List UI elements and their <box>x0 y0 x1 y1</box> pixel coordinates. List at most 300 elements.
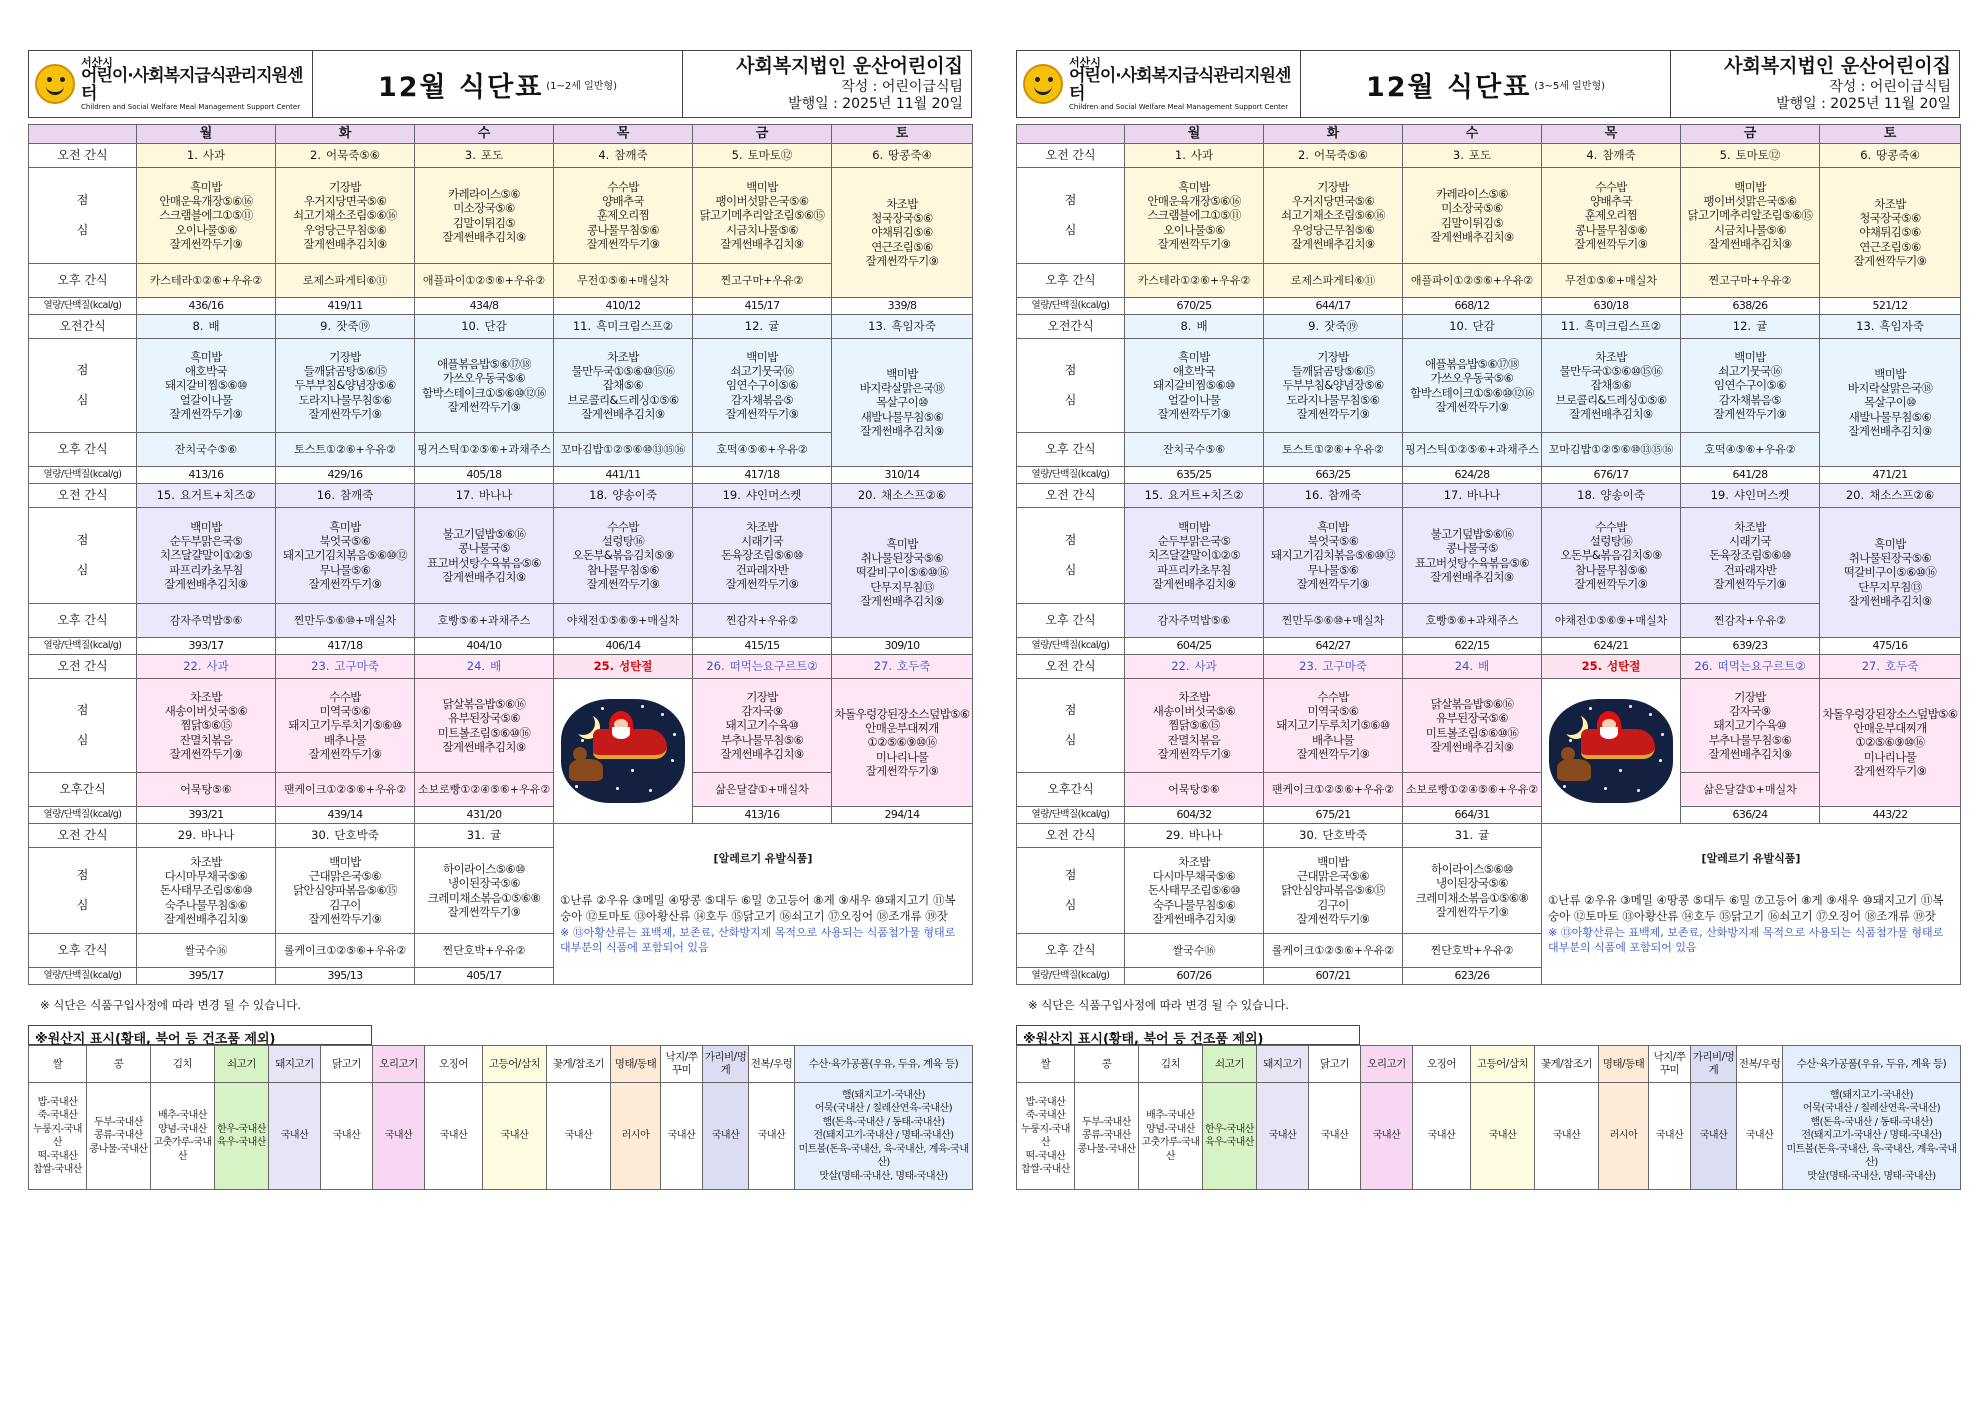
kcal-cell: 668/12 <box>1403 298 1542 315</box>
kcal-cell: 431/20 <box>415 807 554 824</box>
date-number: 26. <box>1694 659 1713 674</box>
date-number: 29. <box>1165 828 1184 843</box>
am-snack-cell <box>415 315 554 339</box>
am-snack-cell <box>1681 655 1820 679</box>
menu-subtitle: (3~5세 일반형) <box>1534 80 1606 92</box>
date-number: 30. <box>1299 828 1318 843</box>
am-snack-row <box>29 315 973 339</box>
date-number: 1. <box>1174 148 1186 163</box>
lunch-cell: 흑미밥 취나물된장국⑤⑥ 떡갈비구이⑤⑥⑩⑯ 단무지무침⑬ 잘게썬배추김치⑨ <box>832 508 973 638</box>
pm-snack-cell: 감자주먹밥⑤⑥ <box>1125 604 1264 638</box>
lunch-cell: 백미밥 바지락살맑은국⑱ 목살구이⑩ 새발나물무침⑤⑥ 잘게썬배추김치⑨ <box>832 339 973 467</box>
pm-snack-cell: 쌀국수⑯ <box>137 934 276 968</box>
date-number: 31. <box>1454 828 1474 843</box>
origin-head-cell: 명태/동태 <box>611 1046 661 1083</box>
date-number: 6. <box>872 148 884 163</box>
am-snack-cell <box>832 315 973 339</box>
kcal-cell: 415/17 <box>693 298 832 315</box>
kcal-cell: 475/16 <box>1820 638 1961 655</box>
am-snack-cell <box>276 655 415 679</box>
am-snack-cell <box>832 655 973 679</box>
lunch-cell: 백미밥 팽이버섯맑은국⑤⑥ 닭고기메추리알조림⑤⑥⑮ 시금치나물⑤⑥ 잘게썬배추김치⑨ <box>693 168 832 264</box>
am-snack-row <box>29 655 973 679</box>
am-snack-cell <box>554 315 693 339</box>
origin-head-cell: 김치 <box>1139 1046 1203 1083</box>
date-number: 22. <box>1171 659 1190 674</box>
origin-head-cell: 쌀 <box>1017 1046 1075 1083</box>
day-header: 금 <box>1681 125 1820 144</box>
origin-value-cell: 한우-국내산 육우-국내산 <box>1203 1083 1257 1190</box>
origin-head-cell: 고등어/삼치 <box>483 1046 547 1083</box>
lunch-cell: 차조밥 시래기국 돈육장조림⑤⑥⑩ 건파래자반 잘게썬깍두기⑨ <box>1681 508 1820 604</box>
christmas-cell <box>1542 679 1681 824</box>
kcal-cell: 639/23 <box>1681 638 1820 655</box>
pm-snack-cell: 호떡④⑤⑥+우유② <box>693 433 832 467</box>
date-number: 25. <box>593 659 615 674</box>
menu-title-cell <box>1301 51 1671 117</box>
pm-snack-row <box>29 264 973 298</box>
allergy-info-cell <box>554 824 973 985</box>
lunch-cell: 흑미밥 취나물된장국⑤⑥ 떡갈비구이⑤⑥⑩⑯ 단무지무침⑬ 잘게썬배추김치⑨ <box>1820 508 1961 638</box>
snack-item: 땅콩죽④ <box>888 148 932 163</box>
date-number: 23. <box>311 659 330 674</box>
lunch-label: 점 심 <box>1017 679 1125 773</box>
am-snack-row <box>29 144 973 168</box>
am-snack-cell <box>276 315 415 339</box>
lunch-cell: 흑미밥 애호박국 돼지갈비찜⑤⑥⑩ 얼갈이나물 잘게썬깍두기⑨ <box>137 339 276 433</box>
origin-head-cell: 가리비/멍게 <box>1691 1046 1737 1083</box>
snack-item: 단호박죽 <box>334 828 379 843</box>
origin-value-cell: 국내산 <box>269 1083 321 1190</box>
origin-head-cell: 꽃게/참조기 <box>1535 1046 1599 1083</box>
snack-item: 고구마죽 <box>334 659 379 674</box>
lunch-cell: 차조밥 다시마무채국⑤⑥ 돈사태무조림⑤⑥⑩ 숙주나물무침⑤⑥ 잘게썬배추김치⑨ <box>137 848 276 934</box>
kcal-cell: 604/32 <box>1125 807 1264 824</box>
lunch-cell: 백미밥 순두부맑은국⑤ 치즈달걀말이①②⑤ 파프리카초무침 잘게썬배추김치⑨ <box>1125 508 1264 604</box>
lunch-cell: 기장밥 감자국⑨ 돼지고기수육⑩ 부추나물무침⑤⑥ 잘게썬배추김치⑨ <box>1681 679 1820 773</box>
am-snack-row <box>29 824 973 848</box>
origin-value-cell: 국내산 <box>1257 1083 1309 1190</box>
kcal-cell: 393/17 <box>137 638 276 655</box>
allergy-list: ①난류 ②우유 ③메밀 ④땅콩 ⑤대두 ⑥밀 ⑦고등어 ⑧게 ⑨새우 ⑩돼지고기 ⑪복숭아 ⑫토마토 ⑬아황산류 ⑭호두 ⑮닭고기 ⑯쇠고기 ⑰오징어 ⑱조개류 ⑲잣 <box>1548 893 1944 923</box>
lunch-cell: 하이라이스⑤⑥⑩ 냉이된장국⑤⑥ 크레미채소볶음①⑤⑥⑧ 잘게썬깍두기⑨ <box>1403 848 1542 934</box>
pm-snack-label: 오후 간식 <box>29 264 137 298</box>
am-snack-cell <box>1403 655 1542 679</box>
kcal-cell: 642/27 <box>1264 638 1403 655</box>
pm-snack-cell: 삶은달걀①+매실차 <box>693 773 832 807</box>
lunch-cell: 수수밥 미역국⑤⑥ 돼지고기두루치기⑤⑥⑩ 배추나물 잘게썬깍두기⑨ <box>1264 679 1403 773</box>
pm-snack-cell: 팬케이크①②⑤⑥+우유② <box>276 773 415 807</box>
origin-head-cell: 쇠고기 <box>1203 1046 1257 1083</box>
kcal-cell: 607/26 <box>1125 968 1264 985</box>
date-number: 11. <box>1560 319 1580 334</box>
origin-head-cell: 전복/우렁 <box>1737 1046 1783 1083</box>
origin-head-cell: 오징어 <box>1413 1046 1471 1083</box>
lunch-row <box>29 168 973 264</box>
lunch-row <box>1017 508 1961 604</box>
pm-snack-row <box>1017 773 1961 807</box>
lunch-cell: 닭살볶음밥⑤⑥⑯ 유부된장국⑤⑥ 미트볼조림⑤⑥⑩⑯ 잘게썬배추김치⑨ <box>1403 679 1542 773</box>
lunch-row <box>1017 168 1961 264</box>
kcal-cell: 429/16 <box>276 467 415 484</box>
pm-snack-row <box>1017 433 1961 467</box>
lunch-cell: 기장밥 들깨닭곰탕⑤⑥⑮ 두부부침&양념장⑤⑥ 도라지나물무침⑤⑥ 잘게썬깍두기⑨ <box>276 339 415 433</box>
origin-value-cell: 배추-국내산 양념-국내산 고춧가루-국내산 <box>1139 1083 1203 1190</box>
kcal-label: 열량/단백질(kcal/g) <box>1017 807 1125 824</box>
am-snack-cell <box>1264 655 1403 679</box>
am-snack-cell <box>832 144 973 168</box>
kcal-cell: 413/16 <box>693 807 832 824</box>
kcal-cell: 434/8 <box>415 298 554 315</box>
day-header: 금 <box>693 125 832 144</box>
lunch-cell: 차조밥 청국장국⑤⑥ 야채튀김⑤⑥ 연근조림⑤⑥ 잘게썬깍두기⑨ <box>1820 168 1961 298</box>
snack-item: 성탄절 <box>1607 659 1641 674</box>
origin-head-cell: 전복/우렁 <box>749 1046 795 1083</box>
lunch-cell: 애플볶음밥⑤⑥⑰⑱ 가쓰오우동국⑤⑥ 함박스테이크①⑤⑥⑩⑫⑯ 잘게썬깍두기⑨ <box>415 339 554 433</box>
date-number: 9. <box>1308 319 1320 334</box>
kcal-cell: 635/25 <box>1125 467 1264 484</box>
kcal-cell: 624/28 <box>1403 467 1542 484</box>
snack-item: 토마토⑫ <box>747 148 793 163</box>
lunch-cell: 백미밥 근대맑은국⑤⑥ 닭안심양파볶음⑤⑥⑮ 김구이 잘게썬깍두기⑨ <box>276 848 415 934</box>
origin-head-cell: 쇠고기 <box>215 1046 269 1083</box>
date-number: 5. <box>731 148 743 163</box>
am-snack-cell <box>1681 484 1820 508</box>
origin-value-cell: 두부-국내산 콩류-국내산 콩나물-국내산 <box>87 1083 151 1190</box>
am-snack-label: 오전 간식 <box>1017 144 1125 168</box>
lunch-cell: 기장밥 들깨닭곰탕⑤⑥⑮ 두부부침&양념장⑤⑥ 도라지나물무침⑤⑥ 잘게썬깍두기⑨ <box>1264 339 1403 433</box>
logo-en: Children and Social Welfare Meal Management Support Center <box>1069 102 1289 111</box>
kcal-cell: 419/11 <box>276 298 415 315</box>
am-snack-cell <box>137 315 276 339</box>
date-number: 2. <box>1298 148 1310 163</box>
kcal-cell: 413/16 <box>137 467 276 484</box>
origin-value-cell: 국내산 <box>321 1083 373 1190</box>
kcal-row <box>29 638 973 655</box>
pm-snack-cell: 핑거스틱①②⑤⑥+과채주스 <box>415 433 554 467</box>
pm-snack-cell: 로제스파게티⑥⑪ <box>1264 264 1403 298</box>
pm-snack-row <box>29 433 973 467</box>
snack-item: 단감 <box>484 319 507 334</box>
date-number: 18. <box>589 488 608 503</box>
am-snack-cell <box>1403 824 1542 848</box>
menu-page-toddler <box>28 50 972 1190</box>
logo-top: 서산시 <box>81 55 113 69</box>
am-snack-cell <box>1542 484 1681 508</box>
day-header: 화 <box>1264 125 1403 144</box>
kcal-cell: 630/18 <box>1542 298 1681 315</box>
logo-name: 어린이·사회복지급식관리지원센터 <box>1069 66 1291 105</box>
origin-value-cell: 국내산 <box>547 1083 611 1190</box>
origin-value-cell: 국내산 <box>483 1083 547 1190</box>
pm-snack-cell: 무전①⑤⑥+매실차 <box>1542 264 1681 298</box>
origin-value-cell: 국내산 <box>1413 1083 1471 1190</box>
am-snack-row <box>1017 315 1961 339</box>
kcal-cell: 417/18 <box>693 467 832 484</box>
snack-item: 샤인머스켓 <box>1733 488 1790 503</box>
snack-item: 배 <box>490 659 502 674</box>
am-snack-label: 오전 간식 <box>29 655 137 679</box>
am-snack-cell <box>1542 315 1681 339</box>
am-snack-cell <box>1403 144 1542 168</box>
org-name: 사회복지법인 운산어린이집 <box>1724 55 1951 77</box>
lunch-label: 점 심 <box>29 339 137 433</box>
date-number: 24. <box>1454 659 1474 674</box>
date-number: 25. <box>1581 659 1603 674</box>
pm-snack-cell: 롤케이크①②⑤⑥+우유② <box>1264 934 1403 968</box>
pm-snack-cell: 토스트①②⑥+우유② <box>1264 433 1403 467</box>
origin-head-cell: 돼지고기 <box>1257 1046 1309 1083</box>
lunch-cell: 백미밥 순두부맑은국⑤ 치즈달걀말이①②⑤ 파프리카초무침 잘게썬배추김치⑨ <box>137 508 276 604</box>
pm-snack-label: 오후 간식 <box>1017 604 1125 638</box>
pm-snack-cell: 잔치국수⑤⑥ <box>1125 433 1264 467</box>
snack-item: 땅콩죽④ <box>1876 148 1920 163</box>
am-snack-label: 오전간식 <box>29 315 137 339</box>
am-snack-cell <box>276 824 415 848</box>
snack-item: 귤 <box>1478 828 1490 843</box>
kcal-cell: 294/14 <box>832 807 973 824</box>
org-name: 사회복지법인 운산어린이집 <box>736 55 963 77</box>
date-number: 31. <box>466 828 486 843</box>
pm-snack-cell: 찐감자+우유② <box>693 604 832 638</box>
writer: 작성 : 어린이급식팀 <box>841 78 963 95</box>
pm-snack-cell: 꼬마김밥①②⑤⑥⑩⑬⑮⑯ <box>554 433 693 467</box>
pm-snack-cell: 카스테라①②⑥+우유② <box>1125 264 1264 298</box>
kcal-row <box>1017 638 1961 655</box>
snack-item: 호두죽 <box>896 659 931 674</box>
snack-item: 참깨죽 <box>614 148 648 163</box>
pm-snack-cell: 호빵⑤⑥+과채주스 <box>1403 604 1542 638</box>
lunch-cell: 차돌우렁강된장소스덮밥⑤⑥ 안매운부대찌개 ①②⑤⑥⑨⑩⑯ 미나리나물 잘게썬깍두기⑨ <box>832 679 973 807</box>
am-snack-row <box>1017 655 1961 679</box>
date-number: 18. <box>1577 488 1596 503</box>
pm-snack-cell: 찐만두⑤⑥⑩+매실차 <box>1264 604 1403 638</box>
origin-head-cell: 명태/동태 <box>1599 1046 1649 1083</box>
snack-item: 떠먹는요구르트② <box>729 659 818 674</box>
kcal-cell: 310/14 <box>832 467 973 484</box>
logo-name: 어린이·사회복지급식관리지원센터 <box>81 66 303 105</box>
snack-item: 어묵죽⑤⑥ <box>326 148 380 163</box>
snack-item: 포도 <box>1468 148 1492 163</box>
snack-item: 바나나 <box>478 488 513 503</box>
date-number: 27. <box>873 659 892 674</box>
origin-head-cell: 고등어/삼치 <box>1471 1046 1535 1083</box>
snack-item: 잣죽⑲ <box>336 319 370 334</box>
am-snack-label: 오전 간식 <box>29 144 137 168</box>
date-number: 11. <box>572 319 592 334</box>
kcal-cell: 623/26 <box>1403 968 1542 985</box>
kcal-cell: 644/17 <box>1264 298 1403 315</box>
origin-head-cell: 콩 <box>1075 1046 1139 1083</box>
origin-value-cell: 국내산 <box>1309 1083 1361 1190</box>
date-number: 3. <box>1452 148 1464 163</box>
am-snack-cell <box>276 484 415 508</box>
origin-value-cell: 밥-국내산 죽-국내산 누룽지-국내산 떡-국내산 찹쌀-국내산 <box>29 1083 87 1190</box>
origin-head-cell: 닭고기 <box>1309 1046 1361 1083</box>
kcal-cell: 441/11 <box>554 467 693 484</box>
snack-item: 성탄절 <box>619 659 653 674</box>
am-snack-cell <box>1681 315 1820 339</box>
writer: 작성 : 어린이급식팀 <box>1829 78 1951 95</box>
kcal-cell: 339/8 <box>832 298 973 315</box>
menu-title: 12월 식단표 <box>377 71 544 103</box>
pm-snack-cell: 롤케이크①②⑤⑥+우유② <box>276 934 415 968</box>
snack-item: 참깨죽 <box>1602 148 1636 163</box>
lunch-cell: 차조밥 시래기국 돈육장조림⑤⑥⑩ 건파래자반 잘게썬깍두기⑨ <box>693 508 832 604</box>
pm-snack-cell: 감자주먹밥⑤⑥ <box>137 604 276 638</box>
origin-head-cell: 돼지고기 <box>269 1046 321 1083</box>
date-number: 3. <box>464 148 476 163</box>
origin-head-cell: 오리고기 <box>1361 1046 1413 1083</box>
pm-snack-cell: 삶은달걀①+매실차 <box>1681 773 1820 807</box>
page-header <box>28 50 972 118</box>
am-snack-row <box>1017 484 1961 508</box>
date-number: 17. <box>455 488 474 503</box>
lunch-cell: 백미밥 바지락살맑은국⑱ 목살구이⑩ 새발나물무침⑤⑥ 잘게썬배추김치⑨ <box>1820 339 1961 467</box>
origin-value-cell: 햄(돼지고기-국내산) 어묵(국내산 / 칠레산연육-국내산) 햄(돈육-국내산 / 동태-국내산) 전(돼지고기-국내산 / 명태-국내산) 미트볼(돈육-국내산, 육-국내산, 계육-국내산) 맛살(명태-국내산, 명태-국내산) <box>1783 1083 1961 1190</box>
lunch-label: 점 심 <box>29 848 137 934</box>
date-number: 8. <box>192 319 204 334</box>
date-number: 20. <box>1845 488 1865 503</box>
pm-snack-cell: 야채전①⑤⑥⑨+매실차 <box>1542 604 1681 638</box>
lunch-cell: 차조밥 청국장국⑤⑥ 야채튀김⑤⑥ 연근조림⑤⑥ 잘게썬깍두기⑨ <box>832 168 973 298</box>
kcal-cell: 607/21 <box>1264 968 1403 985</box>
lunch-row <box>29 508 973 604</box>
kcal-cell: 415/15 <box>693 638 832 655</box>
day-header: 목 <box>1542 125 1681 144</box>
origin-head-cell: 오리고기 <box>373 1046 425 1083</box>
kcal-row <box>1017 467 1961 484</box>
lunch-label: 점 심 <box>29 679 137 773</box>
snack-item: 포도 <box>480 148 504 163</box>
date-number: 23. <box>1299 659 1318 674</box>
origin-value-cell: 국내산 <box>1649 1083 1691 1190</box>
logo-en: Children and Social Welfare Meal Management Support Center <box>81 102 301 111</box>
date-number: 26. <box>706 659 725 674</box>
pm-snack-cell: 쌀국수⑯ <box>1125 934 1264 968</box>
origin-table <box>28 1045 973 1190</box>
pm-snack-cell: 호빵⑤⑥+과채주스 <box>415 604 554 638</box>
snack-item: 귤 <box>768 319 780 334</box>
publish-date: 발행일 : 2025년 11월 20일 <box>1776 96 1951 113</box>
pm-snack-row <box>1017 264 1961 298</box>
snack-item: 배 <box>1196 319 1208 334</box>
pm-snack-cell: 애플파이①②⑤⑥+우유② <box>415 264 554 298</box>
lunch-cell: 백미밥 쇠고기뭇국⑯ 임연수구이⑤⑥ 감자채볶음⑤ 잘게썬깍두기⑨ <box>1681 339 1820 433</box>
day-header: 토 <box>832 125 973 144</box>
pm-snack-cell: 잔치국수⑤⑥ <box>137 433 276 467</box>
snack-item: 사과 <box>1190 148 1214 163</box>
pm-snack-cell: 찐만두⑤⑥⑩+매실차 <box>276 604 415 638</box>
santa-sleigh-illustration <box>1549 699 1673 803</box>
date-number: 10. <box>461 319 480 334</box>
pm-snack-cell: 팬케이크①②⑤⑥+우유② <box>1264 773 1403 807</box>
lunch-cell: 차조밥 다시마무채국⑤⑥ 돈사태무조림⑤⑥⑩ 숙주나물무침⑤⑥ 잘게썬배추김치⑨ <box>1125 848 1264 934</box>
lunch-cell: 흑미밥 북엇국⑤⑥ 돼지고기김치볶음⑤⑥⑩⑫ 무나물⑤⑥ 잘게썬깍두기⑨ <box>276 508 415 604</box>
kcal-cell: 624/21 <box>1542 638 1681 655</box>
am-snack-cell <box>1264 315 1403 339</box>
kcal-cell: 405/17 <box>415 968 554 985</box>
kcal-label: 열량/단백질(kcal/g) <box>29 298 137 315</box>
am-snack-cell <box>1542 655 1681 679</box>
snack-item: 사과 <box>1194 659 1217 674</box>
origin-value-cell: 밥-국내산 죽-국내산 누룽지-국내산 떡-국내산 찹쌀-국내산 <box>1017 1083 1075 1190</box>
snack-item: 단감 <box>1472 319 1495 334</box>
kcal-row <box>1017 298 1961 315</box>
date-number: 24. <box>466 659 486 674</box>
date-number: 4. <box>598 148 610 163</box>
lunch-label: 점 심 <box>29 508 137 604</box>
kcal-label: 열량/단백질(kcal/g) <box>29 638 137 655</box>
am-snack-cell <box>1542 144 1681 168</box>
date-number: 13. <box>868 319 887 334</box>
lunch-cell: 수수밥 설렁탕⑯ 오돈부&볶음김치⑤⑨ 참나물무침⑤⑥ 잘게썬깍두기⑨ <box>554 508 693 604</box>
origin-head-cell: 오징어 <box>425 1046 483 1083</box>
kcal-cell: 439/14 <box>276 807 415 824</box>
origin-value-cell: 국내산 <box>661 1083 703 1190</box>
snack-item: 바나나 <box>200 828 235 843</box>
pm-snack-cell: 무전①⑤⑥+매실차 <box>554 264 693 298</box>
lunch-cell: 차돌우렁강된장소스덮밥⑤⑥ 안매운부대찌개 ①②⑤⑥⑨⑩⑯ 미나리나물 잘게썬깍두기⑨ <box>1820 679 1961 807</box>
snack-item: 사과 <box>202 148 226 163</box>
origin-value-row <box>1017 1083 1961 1190</box>
origin-value-cell: 국내산 <box>425 1083 483 1190</box>
snack-item: 사과 <box>206 659 229 674</box>
publisher-info <box>683 51 971 117</box>
date-number: 9. <box>320 319 332 334</box>
am-snack-label: 오전 간식 <box>1017 655 1125 679</box>
am-snack-cell <box>1125 655 1264 679</box>
origin-value-cell: 국내산 <box>1361 1083 1413 1190</box>
date-number: 10. <box>1449 319 1468 334</box>
lunch-cell: 흑미밥 북엇국⑤⑥ 돼지고기김치볶음⑤⑥⑩⑫ 무나물⑤⑥ 잘게썬깍두기⑨ <box>1264 508 1403 604</box>
date-number: 4. <box>1586 148 1598 163</box>
am-snack-cell <box>1125 484 1264 508</box>
date-number: 15. <box>1144 488 1163 503</box>
snack-item: 채소스프②⑥ <box>881 488 947 503</box>
am-snack-cell <box>276 144 415 168</box>
am-snack-cell <box>415 824 554 848</box>
publish-date: 발행일 : 2025년 11월 20일 <box>788 96 963 113</box>
am-snack-row <box>1017 824 1961 848</box>
origin-value-cell: 한우-국내산 육우-국내산 <box>215 1083 269 1190</box>
kcal-label: 열량/단백질(kcal/g) <box>1017 968 1125 985</box>
date-number: 6. <box>1860 148 1872 163</box>
am-snack-cell <box>1264 144 1403 168</box>
lunch-label: 점 심 <box>1017 168 1125 264</box>
lunch-cell: 카레라이스⑤⑥ 미소장국⑤⑥ 김말이튀김⑤ 잘게썬배추김치⑨ <box>415 168 554 264</box>
kcal-label: 열량/단백질(kcal/g) <box>1017 298 1125 315</box>
am-snack-cell <box>554 655 693 679</box>
date-number: 1. <box>186 148 198 163</box>
snack-item: 떠먹는요구르트② <box>1717 659 1806 674</box>
am-snack-cell <box>137 824 276 848</box>
day-header-row <box>29 125 973 144</box>
pm-snack-cell: 찐고구마+우유② <box>1681 264 1820 298</box>
date-number: 12. <box>744 319 764 334</box>
am-snack-cell <box>1681 144 1820 168</box>
pm-snack-cell: 찐고구마+우유② <box>693 264 832 298</box>
kcal-cell: 405/18 <box>415 467 554 484</box>
day-header: 월 <box>137 125 276 144</box>
date-number: 19. <box>1710 488 1729 503</box>
am-snack-cell <box>415 484 554 508</box>
lunch-label: 점 심 <box>1017 508 1125 604</box>
pm-snack-cell: 소보로빵①②④⑤⑥+우유② <box>415 773 554 807</box>
origin-head-cell: 닭고기 <box>321 1046 373 1083</box>
lunch-label: 점 심 <box>1017 339 1125 433</box>
date-number: 29. <box>177 828 196 843</box>
